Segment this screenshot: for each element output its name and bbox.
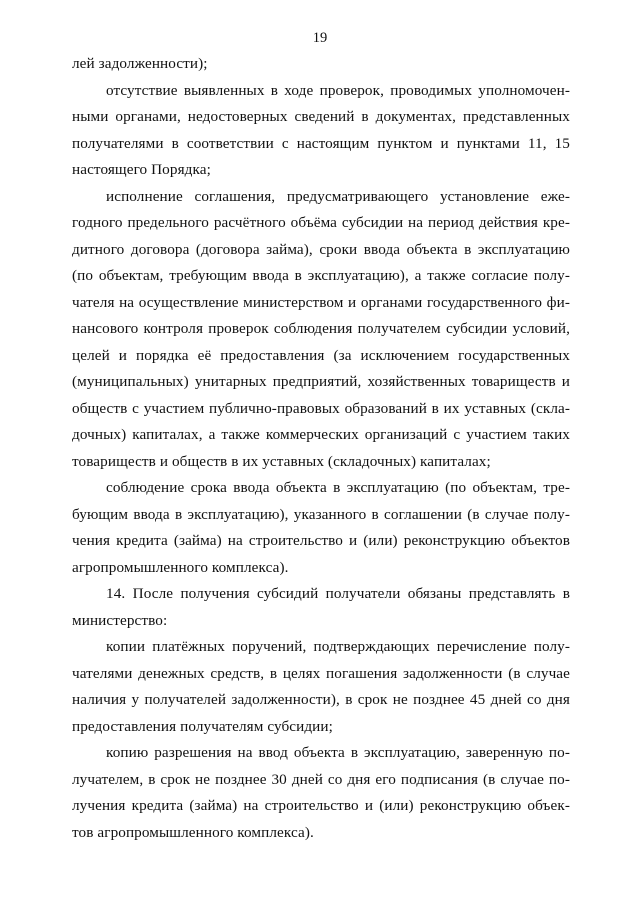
text-line: чателя на осуществление министерством и органами государственного фи- [72,294,570,311]
text-line: копию разрешения на ввод объекта в эксплуатацию, заверенную по- [106,744,570,761]
text-line: 14. После получения субсидий получатели обязаны представлять в [106,585,570,602]
page-number: 19 [312,30,328,46]
text-line: получателями в соответствии с настоящим пунктом и пунктами 11, 15 [72,135,570,152]
text-line: (муниципальных) унитарных предприятий, хозяйственных товариществ и [72,373,570,390]
text-line: настоящего Порядка; [72,161,211,178]
text-line: исполнение соглашения, предусматривающего установление еже- [106,188,570,205]
text-line: ными органами, недостоверных сведений в документах, представленных [72,108,570,125]
text-line: копии платёжных поручений, подтверждающих перечисление полу- [106,638,570,655]
text-line: агропромышленного комплекса). [72,559,289,576]
text-line: дочных) капиталах, а также коммерческих организаций с участием таких [72,426,570,443]
text-line: бующим ввода в эксплуатацию), указанного в соглашении (в случае полу- [72,506,570,523]
text-line: годного предельного расчётного объёма субсидии на период действия кре- [72,214,570,231]
text-line: дитного договора (договора займа), сроки ввода объекта в эксплуатацию [72,241,570,258]
text-line: лей задолженности); [72,55,208,72]
text-line: предоставления получателям субсидии; [72,718,333,735]
text-line: наличия у получателей задолженности), в срок не позднее 45 дней со дня [72,691,570,708]
text-line: отсутствие выявленных в ходе проверок, проводимых уполномочен- [106,82,570,99]
text-line: соблюдение срока ввода объекта в эксплуатацию (по объектам, тре- [106,479,570,496]
text-line: министерство: [72,612,168,629]
text-line: тов агропромышленного комплекса). [72,824,314,841]
text-line: чателями денежных средств, в целях погашения задолженности (в случае [72,665,570,682]
text-line: нансового контроля проверок соблюдения получателем субсидии условий, [72,320,570,337]
text-line: обществ с участием публично-правовых образований в их уставных (скла- [72,400,570,417]
text-line: чения кредита (займа) на строительство и (или) реконструкцию объектов [72,532,570,549]
text-line: (по объектам, требующим ввода в эксплуатацию), а также согласие полу- [72,267,570,284]
text-line: товариществ и обществ в их уставных (складочных) капиталах; [72,453,491,470]
text-line: лучения кредита (займа) на строительство и (или) реконструкцию объек- [72,797,570,814]
text-line: лучателем, в срок не позднее 30 дней со дня его подписания (в случае по- [72,771,570,788]
text-line: целей и порядка её предоставления (за исключением государственных [72,347,570,364]
